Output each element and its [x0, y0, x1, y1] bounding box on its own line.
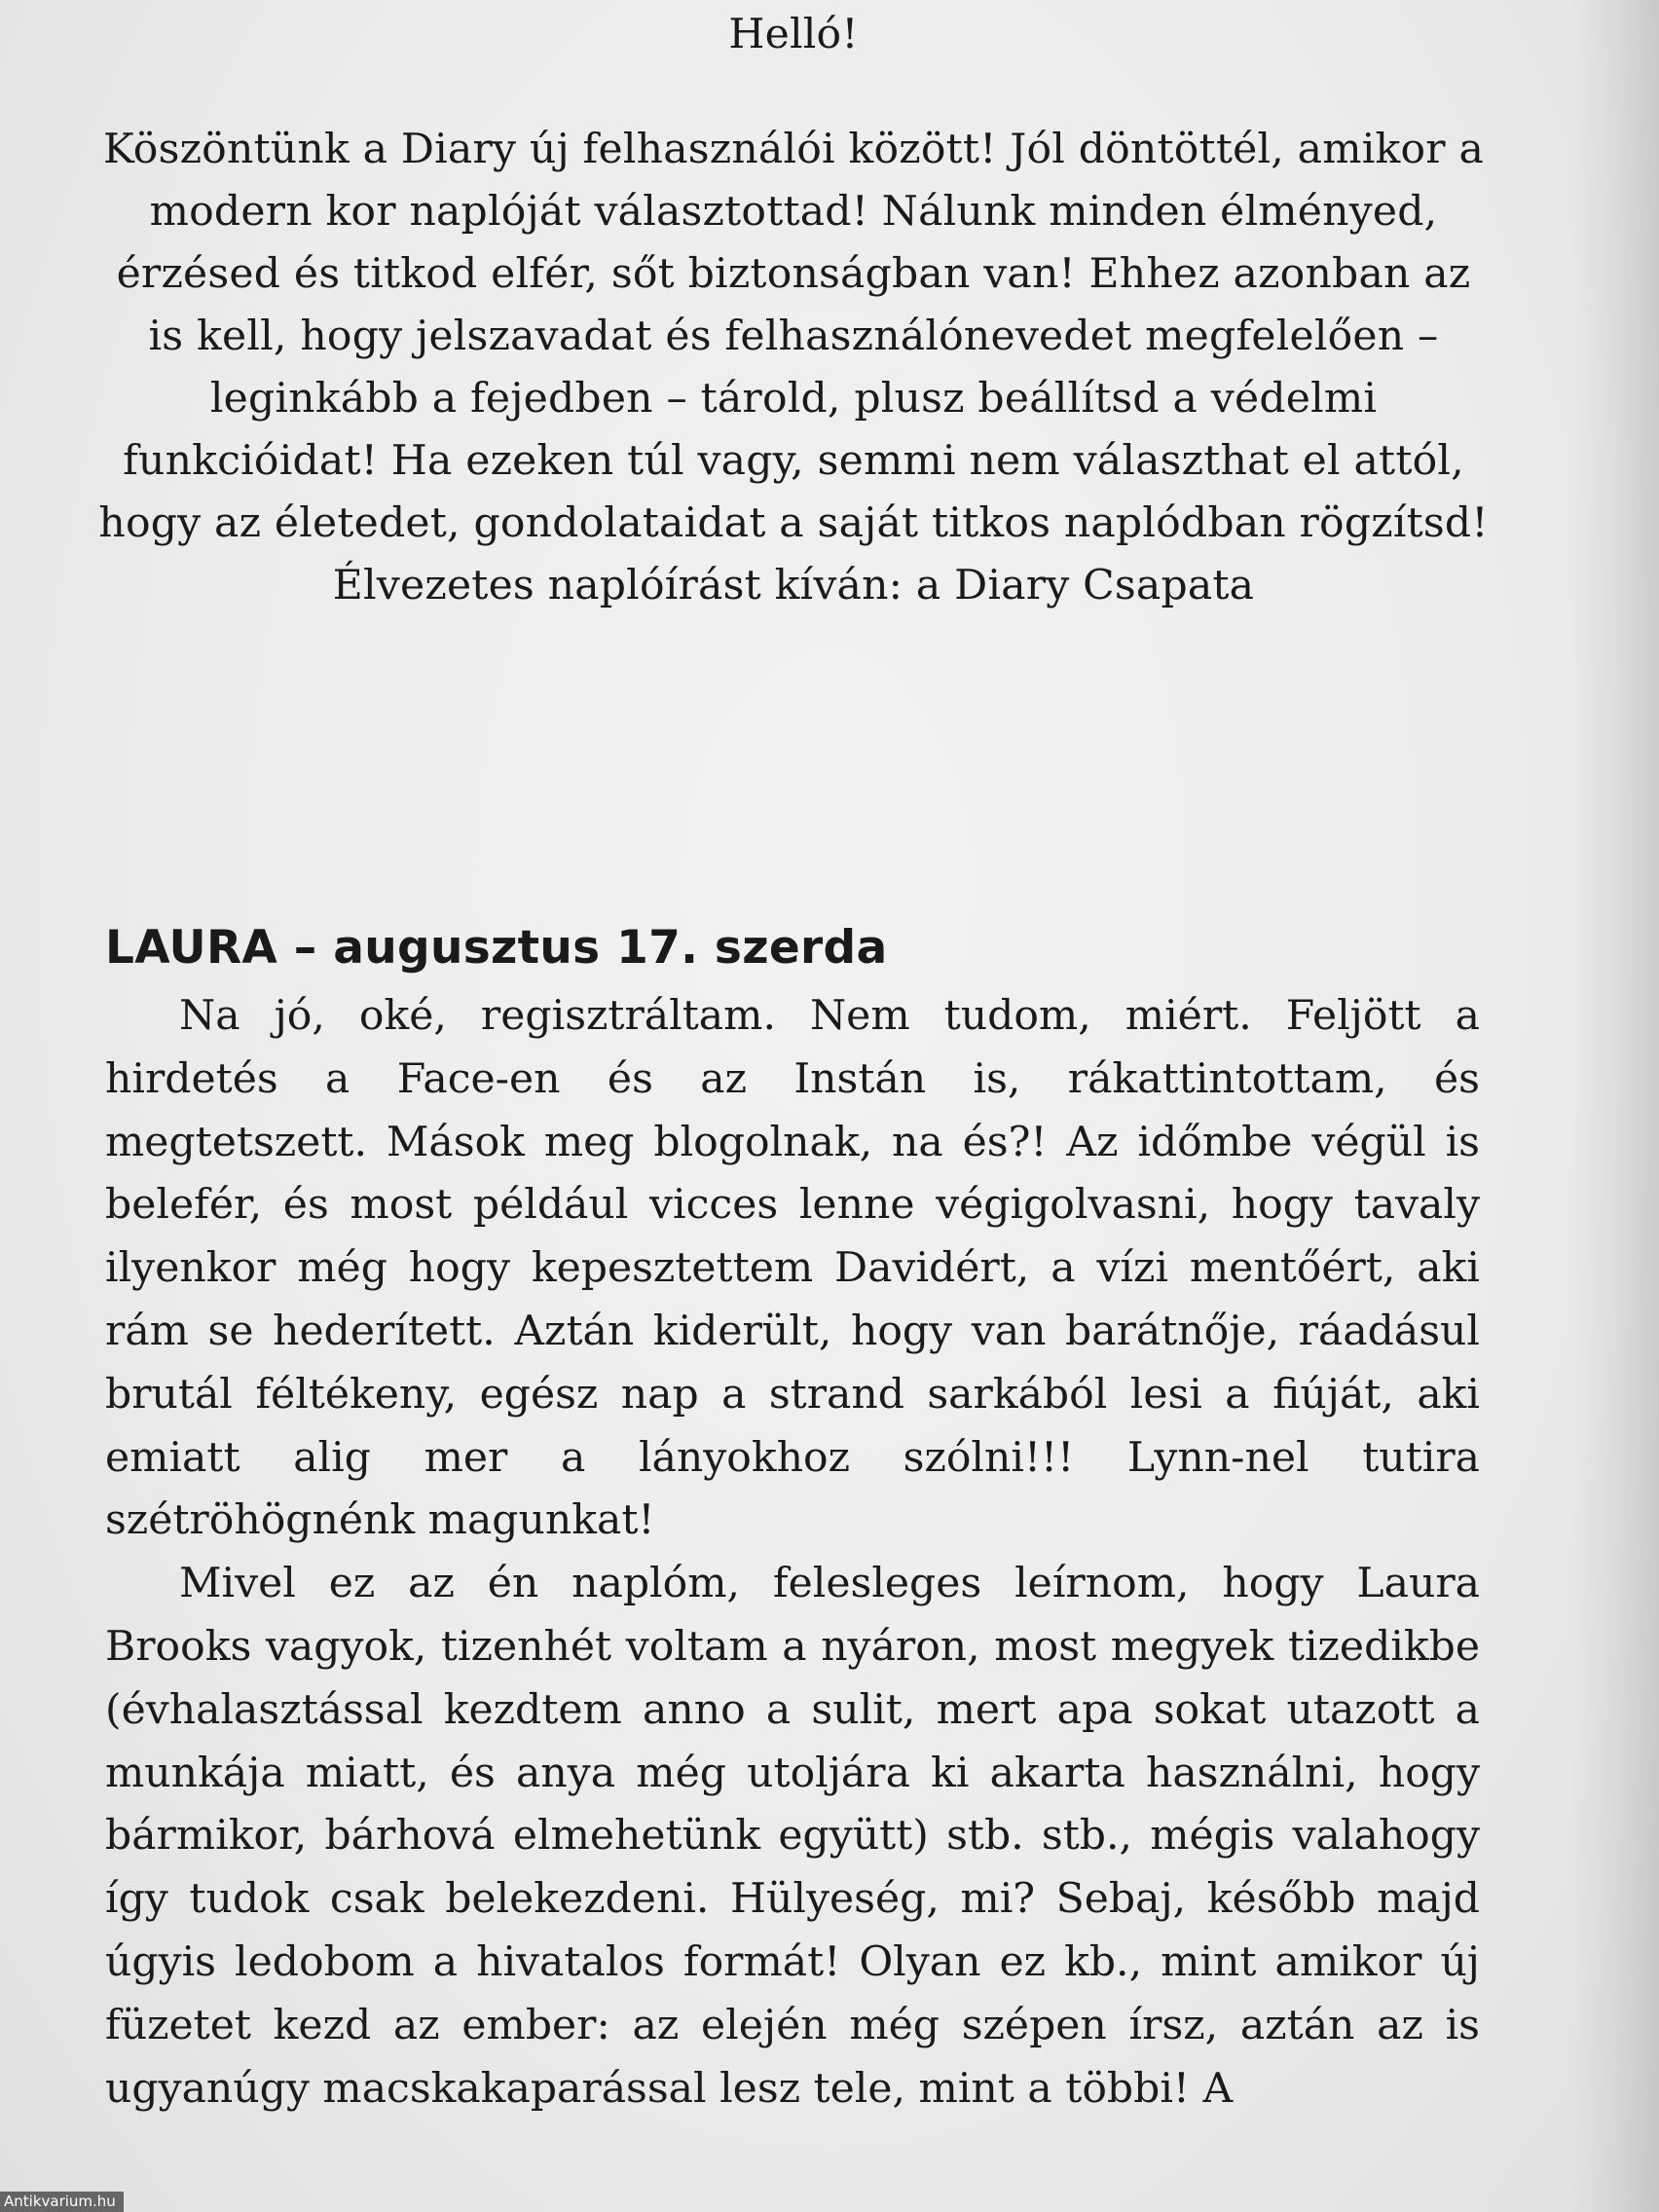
page-gutter-shadow [1571, 0, 1659, 2212]
welcome-paragraph: Köszöntünk a Diary új felhasználói között! Jól döntöttél, amikor a modern kor naplóját választottad! Nálunk minden élményed, érzésed és titkod elfér, sőt biztonságban van! Ehhez azonban az is kell, hogy jelszavadat és felhasználónevedet megfelelően – leginkább a fejedben – tárold, plusz beállítsd a védelmi funkcióidat! Ha ezeken túl vagy, semmi nem választhat el attól, hogy az életedet, gondolataidat a saját titkos naplódban rögzítsd! [98, 126, 1489, 547]
welcome-signature: Élvezetes naplóírást kíván: a Diary Csapata [332, 562, 1255, 609]
welcome-message [97, 4, 1490, 617]
diary-entry-body [105, 985, 1480, 2120]
entry-paragraph: Na jó, oké, regisztráltam. Nem tudom, miért. Feljött a hirdetés a Face-en és az Instán is, rákattintottam, és megtetszett. Mások meg blogolnak, na és?! Az időmbe végül is belefér, és most például vicces lenne végigolvasni, hogy tavaly ilyenkor még hogy kepesztettem Davidért, a vízi mentőért, aki rám se hederített. Aztán kiderült, hogy van barátnője, ráadásul brutál féltékeny, egész nap a strand sarkából lesi a fiúját, aki emiatt alig mer a lányokhoz szólni!!! Lynn-nel tutira szétröhögnénk magunkat! [105, 992, 1480, 1545]
diary-entry-heading: LAURA – augusztus 17. szerda [105, 921, 888, 975]
watermark-label: Antikvarium.hu [0, 2192, 124, 2212]
entry-paragraph: Mivel ez az én naplóm, felesleges leírnom, hogy Laura Brooks vagyok, tizenhét voltam a nyáron, most megyek tizedikbe (évhalasztással kezdtem anno a sulit, mert apa sokat utazott a munkája miatt, és anya még utoljára ki akarta használni, hogy bármikor, bárhová elmehetünk együtt) stb. stb., mégis valahogy így tudok csak belekezdeni. Hülyeség, mi? Sebaj, később majd úgyis ledobom a hivatalos formát! Olyan ez kb., mint amikor új füzetet kezd az ember: az elején még szépen írsz, aztán az is ugyanúgy macskakaparással lesz tele, mint a többi! A [105, 1560, 1480, 2113]
greeting: Helló! [728, 11, 859, 58]
